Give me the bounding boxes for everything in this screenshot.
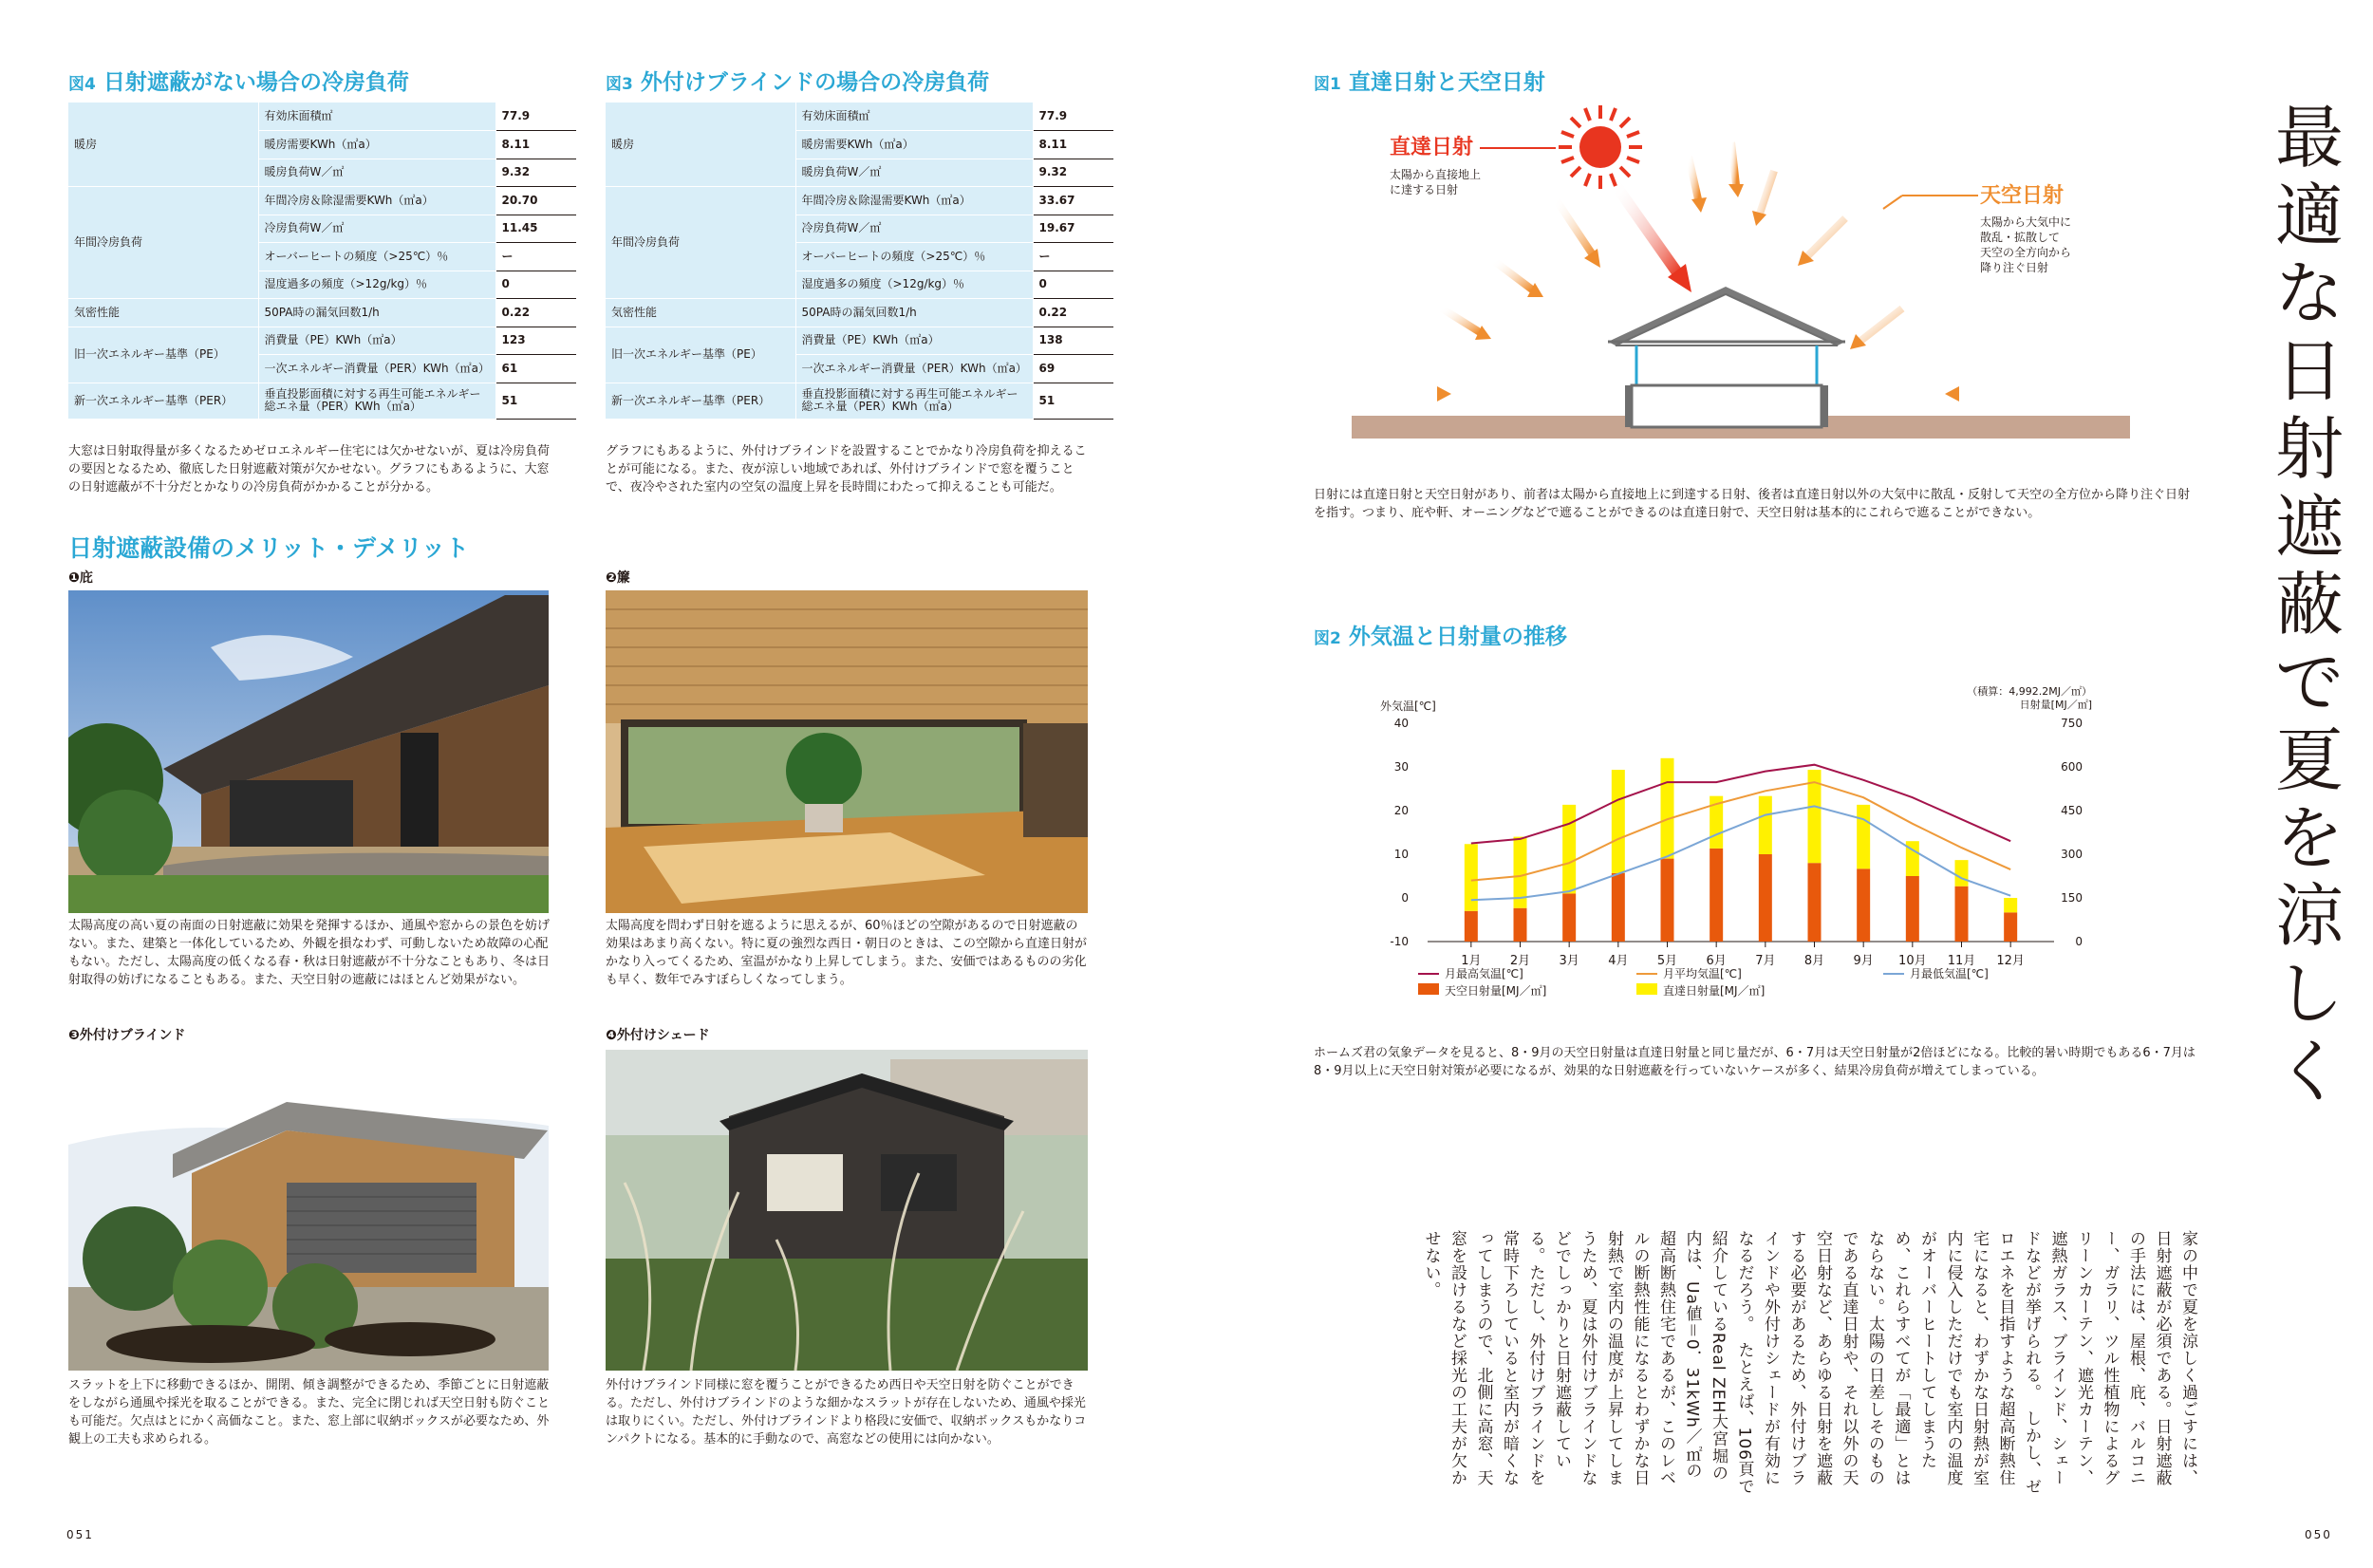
bar-segment (1906, 876, 1919, 942)
x-tick-label: 8月 (1803, 954, 1825, 968)
bar-segment (1808, 863, 1822, 942)
y-tick-label: 20 (1393, 804, 1409, 817)
table-cell: 暖房負荷W／㎡ (258, 159, 495, 187)
table-cell: 50PA時の漏気回数1/h (795, 299, 1033, 327)
headline-char: 適 (2274, 176, 2344, 255)
page-number-left: 051 (66, 1528, 94, 1541)
fig3-group-new-energy: 新一次エネルギー基準（PER） (606, 383, 795, 419)
headline-char: 遮 (2274, 487, 2344, 567)
table-value: 51 (1033, 383, 1093, 419)
table-cell: 垂直投影面積に対する再生可能エネルギー総エネ量（PER）KWh（㎡a） (795, 383, 1033, 419)
legend-swatch (1418, 983, 1439, 995)
fig2-title (1314, 619, 1567, 650)
headline (2257, 99, 2362, 1111)
y-tick-label: 40 (1393, 717, 1409, 730)
sun-icon (1559, 105, 1642, 189)
table-value: 0 (1033, 271, 1093, 299)
table-value: 0.22 (1033, 299, 1093, 327)
bar-segment (1514, 908, 1527, 942)
table-cell: 暖房負荷W／㎡ (795, 159, 1033, 187)
photo4-label: ❹外付けシェード (606, 1028, 710, 1043)
table-value: 77.9 (1033, 103, 1093, 131)
fig4-tag: 図4 (68, 75, 96, 94)
table-value: 19.67 (1033, 215, 1093, 243)
bar-segment (1465, 911, 1478, 942)
photo1-caption: 太陽高度の高い夏の南面の日射遮蔽に効果を発揮するほか、通風や窓からの景色を妨げない。また、建築と一体化しているため、外観を損なわず、可動しないため故障の心配もない。ただし、太陽高度の低くなる春・秋は日射遮蔽が不十分なこともあり、冬は日射取得の妨げになることもある。また、天空日射の遮蔽にはほとんど効果がない。 (68, 919, 551, 987)
fig4-title (68, 65, 409, 96)
x-tick-label: 4月 (1608, 954, 1629, 968)
headline-char: を (2274, 798, 2344, 878)
table-cell: 垂直投影面積に対する再生可能エネルギー総エネ量（PER）KWh（㎡a） (258, 383, 495, 419)
fig4-table (68, 103, 576, 420)
headline-char: し (2274, 954, 2344, 1034)
series-line (1471, 782, 2010, 881)
table-cell: 一次エネルギー消費量（PER）KWh（㎡a） (258, 355, 495, 383)
headline-char: 夏 (2274, 720, 2344, 800)
table-cell: 冷房負荷W／㎡ (258, 215, 495, 243)
bar-segment (1759, 796, 1772, 854)
fig4-title-text: 日射遮蔽がない場合の冷房負荷 (103, 70, 409, 95)
fig1-title (1314, 65, 1545, 96)
table-cell: 年間冷房＆除湿需要KWh（㎡a） (795, 187, 1033, 215)
fig1-tag: 図1 (1314, 75, 1341, 94)
table-cell: オーバーヒートの頻度（>25℃）％ (258, 243, 495, 271)
fig3-group-airtight: 気密性能 (606, 299, 795, 327)
legend-label: 天空日射量[MJ／㎡] (1445, 984, 1547, 998)
y-tick-label: 10 (1393, 848, 1409, 861)
table-value: 9.32 (495, 159, 556, 187)
fig3-tag: 図3 (606, 75, 633, 94)
fig4-group-heating: 暖房 (68, 103, 258, 187)
bar-segment (1612, 770, 1625, 873)
table-value: 0.22 (495, 299, 556, 327)
body-text: 家の中で夏を涼しく過ごすには、日射遮蔽が必須である。日射遮蔽の手法には、屋根、庇、バルコニー、ガラリ、ツル性植物によるグリーンカーテン、遮光カーテン、遮熱ガラス、ブラインド、シェードなどが挙げられる。 しかし、ゼロエネを目指すような超高断熱住宅になると、わずかな日射熱が室内に侵入しただけでも室内の温度がオーバーヒートしてしまうため、これらすべてが「最適」とはならない。太陽の日差しそのものである直達日射や、それ以外の天空日射など、あらゆる日射を遮蔽する必要があるため、外付けブラインドや外付けシェードが有効になるだろう。 たとえば、106頁で紹介しているReal ZEH大宮堀の内は、Ua値＝0．31kWh／㎡の超高断熱住宅であるが、このレベルの断熱性能になるとわずかな日射熱で室内の温度が上昇してしまうため、夏は外付けブラインドなどでしっかりと日射遮蔽している。ただし、外付けブラインドを常時下ろしていると室内が暗くなってしまうので、北側に高窓、天窓を設けるなど採光の工夫が欠かせない。 (1421, 1230, 2197, 1496)
bar-segment (1955, 887, 1969, 942)
fig2-title-text: 外気温と日射量の推移 (1348, 625, 1567, 649)
bar-segment (1661, 859, 1674, 942)
table-value: 33.67 (1033, 187, 1093, 215)
fig4-group-cooling: 年間冷房負荷 (68, 187, 258, 299)
headline-char: な (2274, 253, 2344, 333)
bar-segment (1857, 868, 1870, 942)
fig2-tag: 図2 (1314, 629, 1341, 648)
sky-desc-2: 散乱・拡散して (1980, 231, 2061, 244)
fig3-title-text: 外付けブラインドの場合の冷房負荷 (640, 70, 990, 95)
table-cell: 湿度過多の頻度（>12g/kg）％ (258, 271, 495, 299)
x-tick-label: 5月 (1656, 954, 1678, 968)
eaves-photo (68, 590, 549, 913)
fig3-group-heating: 暖房 (606, 103, 795, 187)
fig3-group-old-energy: 旧一次エネルギー基準（PE） (606, 327, 795, 383)
fig3-table (606, 103, 1113, 420)
y-tick-label: -10 (1390, 935, 1409, 948)
table-value: 51 (495, 383, 556, 419)
headline-char: 最 (2274, 98, 2344, 177)
table-cell: 50PA時の漏気回数1/h (258, 299, 495, 327)
y-tick-label: 30 (1393, 760, 1409, 774)
table-value: 69 (1033, 355, 1093, 383)
table-cell: 暖房需要KWh（㎡a） (258, 131, 495, 159)
direct-desc-2: に達する日射 (1390, 183, 1459, 196)
table-value: 61 (495, 355, 556, 383)
headline-char: く (2274, 1032, 2344, 1111)
table-cell: 湿度過多の頻度（>12g/kg）％ (795, 271, 1033, 299)
x-tick-label: 2月 (1509, 954, 1531, 968)
table-cell: 暖房需要KWh（㎡a） (795, 131, 1033, 159)
table-cell: 一次エネルギー消費量（PER）KWh（㎡a） (795, 355, 1033, 383)
photo1-label: ❶庇 (68, 570, 93, 586)
table-value: 9.32 (1033, 159, 1093, 187)
legend-label: 月平均気温[℃] (1663, 967, 1742, 980)
y2-tick-label: 300 (2061, 848, 2083, 861)
x-tick-label: 6月 (1706, 954, 1727, 968)
series-line (1471, 806, 2010, 900)
table-value: 77.9 (495, 103, 556, 131)
bar-segment (1465, 844, 1478, 911)
headline-char: 涼 (2274, 876, 2344, 956)
headline-char: 日 (2274, 331, 2344, 411)
headline-char: 射 (2274, 409, 2344, 489)
bar-segment (2004, 912, 2017, 942)
legend-label: 月最低気温[℃] (1910, 967, 1989, 980)
temperature-radiation-chart (1314, 676, 2149, 1017)
merits-title: 日射遮蔽設備のメリット・デメリット (68, 534, 470, 562)
page-number-right: 050 (2305, 1528, 2332, 1541)
sky-desc-1: 太陽から大気中に (1980, 215, 2072, 229)
photo2-caption: 太陽高度を問わず日射を遮るように思えるが、60％ほどの空隙があるので日射遮蔽の効果はあまり高くない。特に夏の強烈な西日・朝日のときは、この空隙から直達日射がかなり入ってくるため、室温がかなり上昇してしまう。また、安価ではあるものの劣化も早く、数年でみすぼらしくなってしまう。 (606, 919, 1088, 987)
headline-char: で (2274, 643, 2344, 722)
bar-segment (1612, 873, 1625, 942)
fig4-group-airtight: 気密性能 (68, 299, 258, 327)
photo3-caption: スラットを上下に移動できるほか、開閉、傾き調整ができるため、季節ごとに日射遮蔽をしながら通風や採光を取ることができる。また、完全に閉じれば天空日射も防ぐことも可能だ。欠点はとにかく高価なこと。また、窓上部に収納ボックスが必要なため、外観上の工夫も求められる。 (68, 1378, 551, 1447)
y-tick-label: 0 (1401, 891, 1409, 905)
table-value: 20.70 (495, 187, 556, 215)
legend-label: 直達日射量[MJ／㎡] (1663, 984, 1766, 998)
table-cell: 年間冷房＆除湿需要KWh（㎡a） (258, 187, 495, 215)
table-cell: 消費量（PE）KWh（㎡a） (795, 327, 1033, 355)
table-cell: 消費量（PE）KWh（㎡a） (258, 327, 495, 355)
bar-segment (1759, 854, 1772, 942)
x-tick-label: 7月 (1755, 954, 1776, 968)
x-tick-label: 12月 (1996, 954, 2025, 968)
direct-desc-1: 太陽から直接地上 (1390, 168, 1482, 181)
sky-desc-4: 降り注ぐ日射 (1980, 261, 2049, 274)
y2-tick-label: 450 (2061, 804, 2083, 817)
table-value: 8.11 (495, 131, 556, 159)
y2-axis-label: 日射量[MJ／㎡] (2019, 699, 2092, 711)
bar-segment (1562, 805, 1576, 894)
bamboo-blind-photo (606, 590, 1088, 913)
photo4-caption: 外付けブラインド同様に窓を覆うことができるため西日や天空日射を防ぐことができる。ただし、外付けブラインドのような細かなスラットが存在しないため、通風や採光は取りにくい。ただし、外付けブラインドより格段に安価で、収納ボックスもかなりコンパクトになる。基本的に手動なので、高窓などの使用には向かない。 (606, 1378, 1087, 1447)
table-value: 0 (495, 271, 556, 299)
x-tick-label: 1月 (1461, 954, 1482, 968)
sky-label: 天空日射 (1980, 184, 2065, 208)
fig4-group-new-energy: 新一次エネルギー基準（PER） (68, 383, 258, 419)
table-value: ー (1033, 243, 1093, 271)
table-value: 138 (1033, 327, 1093, 355)
bar-segment (1857, 805, 1870, 868)
y2-tick-label: 750 (2061, 717, 2083, 730)
table-value: 123 (495, 327, 556, 355)
y2-tick-label: 600 (2061, 760, 2083, 774)
fig2-caption: ホームズ君の気象データを見ると、8・9月の天空日射量は直達日射量と同じ量だが、6・7月は天空日射量が2倍ほどになる。比較的暑い時期でもある6・7月は8・9月以上に天空日射対策が必要になるが、効果的な日射遮蔽を行っていないケースが多く、結果冷房負荷が増えてしまっている。 (1314, 1046, 2195, 1078)
fig3-group-cooling: 年間冷房負荷 (606, 187, 795, 299)
legend-swatch (1636, 983, 1657, 995)
fig3-title (606, 65, 989, 96)
x-tick-label: 10月 (1898, 954, 1927, 968)
table-value: ー (495, 243, 556, 271)
x-tick-label: 3月 (1559, 954, 1579, 968)
direct-label: 直達日射 (1390, 136, 1474, 159)
table-cell: 冷房負荷W／㎡ (795, 215, 1033, 243)
table-value: 8.11 (1033, 131, 1093, 159)
bar-segment (1562, 893, 1576, 942)
headline-char: 蔽 (2274, 565, 2344, 644)
bar-segment (1955, 860, 1969, 887)
fig4-caption: 大窓は日射取得量が多くなるためゼロエネルギー住宅には欠かせないが、夏は冷房負荷の要因となるため、徹底した日射遮蔽対策が欠かせない。グラフにもあるように、大窓の日射遮蔽が不十分だとかなりの冷房負荷がかかることが分かる。 (68, 444, 551, 495)
fig3-caption: グラフにもあるように、外付けブラインドを設置することでかなり冷房負荷を抑えることが可能になる。また、夜が涼しい地域であれば、外付けブラインドで窓を覆うことで、夜冷やされた室内の空気の温度上昇を長時間にわたって抑えることも可能だ。 (606, 444, 1087, 495)
table-cell: 有効床面積㎡ (258, 103, 495, 131)
table-cell: オーバーヒートの頻度（>25℃）％ (795, 243, 1033, 271)
sky-desc-3: 天空の全方向から (1980, 246, 2072, 259)
table-value: 11.45 (495, 215, 556, 243)
y2-tick-label: 150 (2061, 891, 2083, 905)
total-note: （積算：4,992.2MJ／㎡） (1967, 685, 2092, 698)
fig1-caption: 日射には直達日射と天空日射があり、前者は太陽から直接地上に到達する日射、後者は直達日射以外の大気中に散乱・反射して天空の全方位から降り注ぐ日射を指す。つまり、庇や軒、オーニングなどで遮ることができるのは直達日射で、天空日射は基本的にこれらで遮ることができない。 (1314, 488, 2191, 520)
bar-segment (1710, 849, 1723, 942)
y2-tick-label: 0 (2075, 935, 2083, 948)
x-tick-label: 11月 (1947, 954, 1976, 968)
fig1-title-text: 直達日射と天空日射 (1348, 70, 1545, 95)
fig4-group-old-energy: 旧一次エネルギー基準（PE） (68, 327, 258, 383)
photo3-label: ❸外付けブラインド (68, 1028, 186, 1043)
external-blind-photo (68, 1050, 549, 1371)
table-cell: 有効床面積㎡ (795, 103, 1033, 131)
photo2-label: ❷簾 (606, 570, 630, 586)
external-shade-photo (606, 1050, 1088, 1371)
bar-segment (1661, 758, 1674, 859)
legend-label: 月最高気温[℃] (1445, 967, 1523, 980)
bar-segment (2004, 898, 2017, 912)
solar-radiation-diagram (1314, 104, 2149, 456)
x-tick-label: 9月 (1853, 954, 1874, 968)
y-axis-label: 外気温[℃] (1380, 700, 1436, 713)
